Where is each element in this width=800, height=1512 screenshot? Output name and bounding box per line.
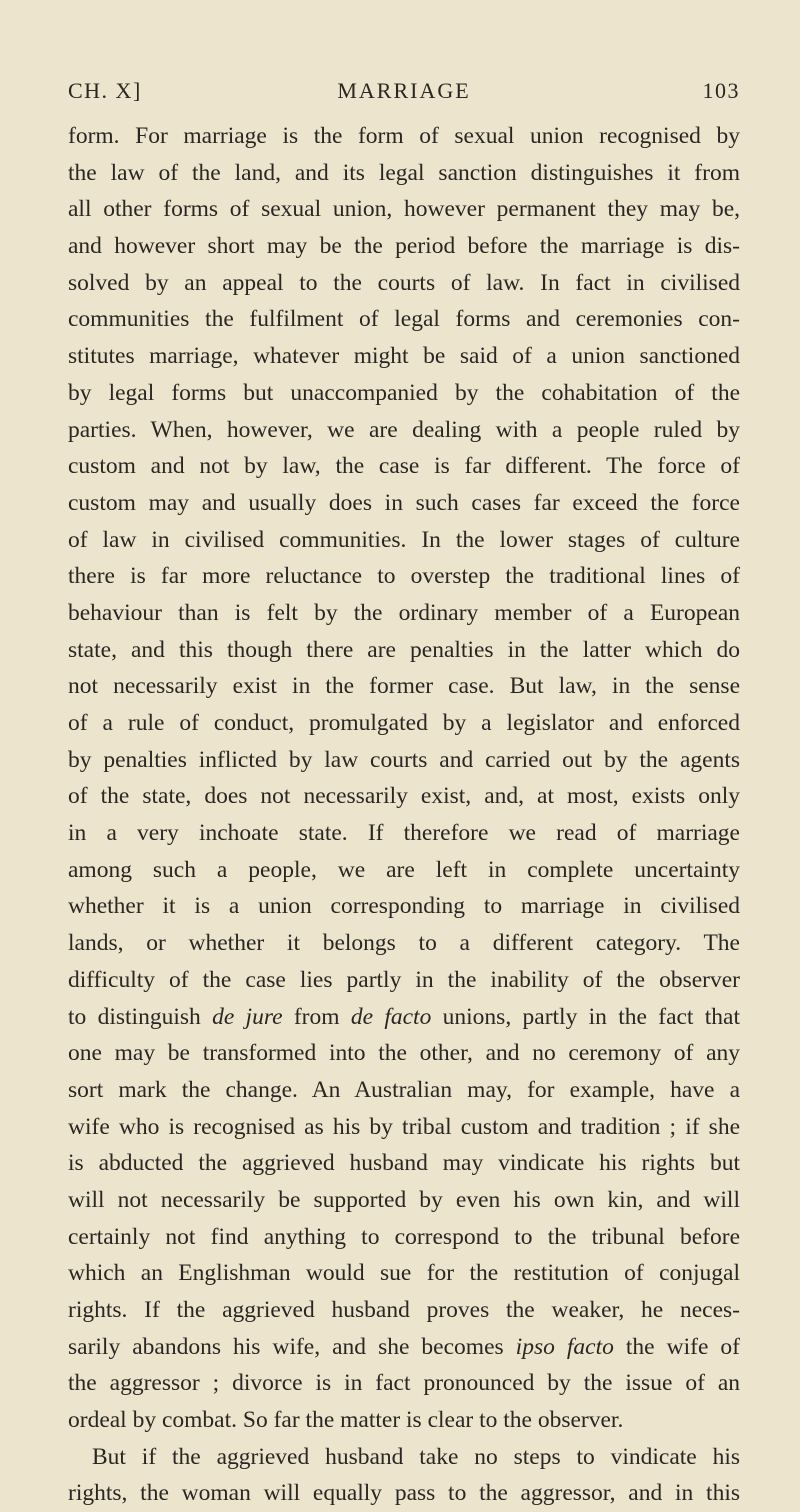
- text-line: communities the fulfilment of legal forms and ceremonies con-: [68, 306, 740, 333]
- running-head: [68, 78, 740, 108]
- text-line: one may be transformed into the other, and no ceremony of any: [68, 1040, 740, 1067]
- text-line: the law of the land, and its legal sanction distinguishes it from: [68, 159, 740, 186]
- italic-phrase: ipso facto: [515, 1333, 614, 1360]
- text-line: sort mark the change. An Australian may, for example, have a: [68, 1076, 740, 1103]
- page-number: 103: [702, 78, 740, 103]
- text-line: custom and not by law, the case is far different. The force of: [68, 453, 740, 480]
- italic-phrase: de jure: [212, 1003, 283, 1030]
- text-line: in a very inchoate state. If therefore we read of marriage: [68, 820, 740, 847]
- text-line: behaviour than is felt by the ordinary member of a European: [68, 599, 740, 626]
- text-line: form. For marriage is the form of sexual union recognised by: [68, 123, 740, 149]
- text-line: of law in civilised communities. In the lower stages of culture: [68, 526, 740, 553]
- text-line: custom may and usually does in such cases far exceed the force: [68, 489, 740, 516]
- text-line: the aggressor ; divorce is in fact pronounced by the issue of an: [68, 1370, 740, 1397]
- text-line: solved by an appeal to the courts of law. In fact in civilised: [68, 269, 740, 296]
- text-line: of a rule of conduct, promulgated by a legislator and enforced: [68, 710, 740, 736]
- text-line: wife who is recognised as his by tribal custom and tradition ; if she: [68, 1113, 740, 1140]
- chapter-label: CH. X]: [68, 78, 142, 103]
- text-line: stitutes marriage, whatever might be said of a union sanctioned: [68, 343, 740, 370]
- text-line: state, and this though there are penalties in the latter which do: [68, 636, 740, 663]
- text-line: by legal forms but unaccompanied by the cohabitation of the: [68, 379, 740, 406]
- text-line: to distinguish de jure from de facto unions, partly in the fact that: [68, 1003, 741, 1030]
- text-line: not necessarily exist in the former case. But law, in the sense: [68, 673, 740, 700]
- book-page: [68, 78, 740, 1512]
- text-line: there is far more reluctance to overstep the traditional lines of: [68, 563, 740, 590]
- text-line: lands, or whether it belongs to a different category. The: [68, 930, 740, 957]
- text-line: But if the aggrieved husband take no steps to vindicate his: [92, 1443, 740, 1470]
- text-line: rights, the woman will equally pass to the aggressor, and in this: [68, 1480, 740, 1507]
- text-line: of the state, does not necessarily exist, and, at most, exists only: [68, 783, 740, 810]
- running-title: MARRIAGE: [337, 78, 471, 103]
- text-line: ordeal by combat. So far the matter is clear to the observer.: [68, 1407, 624, 1434]
- text-line: is abducted the aggrieved husband may vindicate his rights but: [68, 1150, 740, 1177]
- italic-phrase: de facto: [350, 1003, 432, 1030]
- text-line: among such a people, we are left in complete uncertainty: [68, 856, 740, 883]
- text-line: and however short may be the period before the marriage is dis-: [68, 233, 740, 260]
- text-line: all other forms of sexual union, however permanent they may be,: [68, 196, 740, 223]
- text-line: by penalties inflicted by law courts and carried out by the agents: [68, 746, 740, 773]
- text-line: rights. If the aggrieved husband proves the weaker, he neces-: [68, 1297, 740, 1323]
- text-line: difficulty of the case lies partly in the inability of the observer: [68, 966, 740, 993]
- text-line: which an Englishman would sue for the restitution of conjugal: [68, 1260, 740, 1287]
- text-line: will not necessarily be supported by even his own kin, and will: [68, 1186, 740, 1213]
- body-text: [68, 118, 740, 1512]
- text-line: parties. When, however, we are dealing with a people ruled by: [68, 416, 740, 443]
- text-line: whether it is a union corresponding to marriage in civilised: [68, 893, 740, 920]
- text-line: sarily abandons his wife, and she becomes ipso facto the wife of: [68, 1333, 740, 1360]
- text-line: certainly not find anything to correspond to the tribunal before: [68, 1223, 740, 1250]
